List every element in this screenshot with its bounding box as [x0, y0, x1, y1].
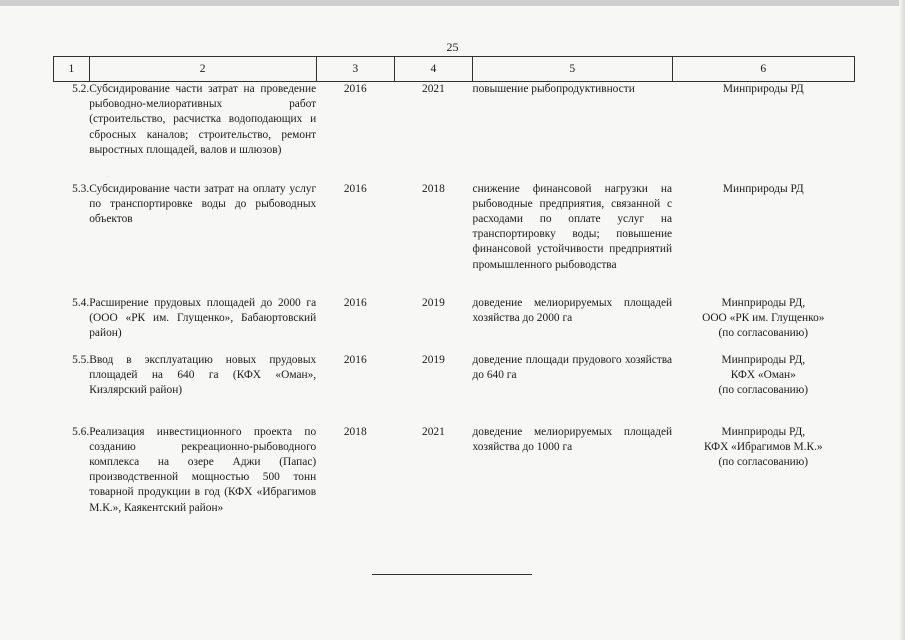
header-col-1: 1: [54, 57, 90, 82]
scan-edge-top: [0, 0, 905, 6]
header-col-6: 6: [672, 57, 854, 82]
expected-result: повышение рыбопродуктивности: [472, 83, 635, 95]
table-row: [54, 353, 855, 425]
executor-line: (по согласованию): [718, 455, 809, 468]
header-col-2: 2: [89, 57, 316, 82]
header-col-3: 3: [316, 57, 394, 82]
table-row: [54, 182, 855, 296]
executor-line: Минприроды РД,: [721, 425, 806, 438]
start-year: 2016: [343, 182, 367, 195]
measure-name: Реализация инвестиционного проекта по созданию рекреационно-рыбоводного комплекса на озере Аджи (Папас) производственной мощностью 500 тонн товарной продукции в год (КФХ «Ибрагимов М.К.», Каякентский район»: [89, 425, 317, 514]
row-number: 5.2.: [72, 83, 90, 95]
expected-result: доведение мелиорируемых площадей хозяйства до 1000 га: [472, 425, 673, 453]
measure-name: Расширение прудовых площадей до 2000 га (ООО «РК им. Глущенко», Бабаюртовский район): [89, 296, 317, 339]
start-year: 2016: [343, 353, 367, 366]
executor-line: (по согласованию): [718, 326, 809, 339]
executor: [672, 82, 854, 182]
measure-name: Ввод в эксплуатацию новых прудовых площадей на 640 га (КФХ «Оман», Кизлярский район): [89, 353, 317, 396]
executor-line: Минприроды РД: [722, 83, 804, 95]
start-year: 2016: [343, 296, 367, 309]
end-year: 2019: [422, 353, 445, 366]
header-col-4: 4: [394, 57, 472, 82]
executor: [672, 353, 854, 425]
end-year: 2018: [422, 182, 445, 195]
row-number: 5.6.: [72, 425, 90, 438]
executor: [672, 182, 854, 296]
start-year: 2016: [343, 83, 367, 95]
header-col-5: 5: [473, 57, 673, 82]
executor-line: ООО «РК им. Глущенко»: [702, 311, 825, 324]
end-year: 2021: [422, 83, 445, 95]
end-of-table-rule: [372, 574, 532, 575]
executor-line: Минприроды РД,: [721, 296, 806, 309]
executor: [672, 425, 854, 545]
row-number: 5.4.: [72, 296, 90, 309]
executor: [672, 296, 854, 353]
measure-name: Субсидирование части затрат на проведение рыбоводно-мелиоративных работ (строительство, расчистка водоподающих и сбросных каналов; строительство, ремонт выростных площадей, валов и шлюзов): [89, 83, 317, 156]
table-row: [54, 296, 855, 353]
measures-table: [53, 56, 855, 545]
executor-line: (по согласованию): [718, 383, 809, 396]
expected-result: доведение площади прудового хозяйства до 640 га: [472, 353, 673, 381]
page-number: 25: [446, 40, 459, 54]
table-header-row: [54, 57, 855, 82]
scan-edge-right: [899, 0, 905, 640]
end-year: 2019: [422, 296, 445, 309]
measure-name: Субсидирование части затрат на оплату услуг по транспортировке воды до рыбоводных объектов: [89, 182, 317, 225]
row-number: 5.5.: [72, 353, 90, 366]
expected-result: доведение мелиорируемых площадей хозяйства до 2000 га: [472, 296, 673, 324]
table-row: [54, 82, 855, 182]
end-year: 2021: [422, 425, 445, 438]
executor-line: КФХ «Ибрагимов М.К.»: [703, 440, 823, 453]
executor-line: Минприроды РД: [722, 182, 804, 195]
table-row: [54, 425, 855, 545]
executor-line: Минприроды РД,: [721, 353, 806, 366]
expected-result: снижение финансовой нагрузки на рыбоводные предприятия, связанной с расходами по оплате услуг на транспортировку воды; повышение финансовой устойчивости предприятий промышленного рыбоводства: [472, 182, 673, 271]
row-number: 5.3.: [72, 182, 90, 195]
start-year: 2018: [343, 425, 367, 438]
executor-line: КФХ «Оман»: [730, 368, 796, 381]
